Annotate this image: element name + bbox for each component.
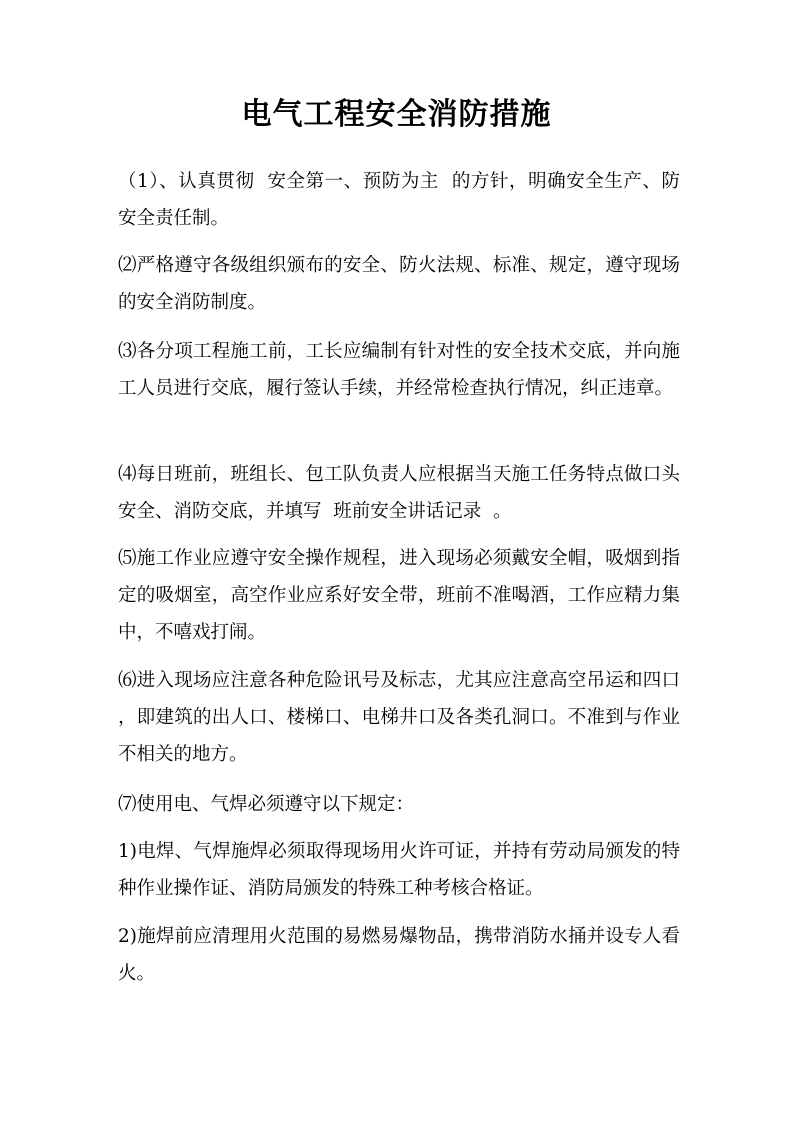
paragraph-1: （1）、认真贯彻 安全第一、预防为主 的方针，明确安全生产、防安全责任制。 bbox=[118, 171, 680, 229]
paragraph-7: ⑺使用电、气焊必须遵守以下规定： bbox=[118, 794, 415, 815]
paragraph-2: ⑵严格遵守各级组织颁布的安全、防火法规、标准、规定，遵守现场的安全消防制度。 bbox=[118, 255, 680, 313]
paragraph-3: ⑶各分项工程施工前，工长应编制有针对性的安全技术交底，并向施工人员进行交底，履行签认手续，并经常检查执行情况，纠正违章。 bbox=[118, 341, 680, 399]
paragraph-8: 1)电焊、气焊施焊必须取得现场用火许可证，并持有劳动局颁发的特种作业操作证、消防局颁发的特殊工种考核合格证。 bbox=[118, 841, 680, 899]
paragraph-6: ⑹进入现场应注意各种危险讯号及标志，尤其应注意高空吊运和四口 ，即建筑的出人口、楼梯口、电梯井口及各类孔洞口。不准到与作业不相关的地方。 bbox=[118, 670, 692, 765]
document-title: 电气工程安全消防措施 bbox=[241, 97, 552, 132]
paragraph-9: 2)施焊前应清理用火范围的易燃易爆物品，携带消防水捅并设专人看火。 bbox=[118, 926, 680, 984]
paragraph-4: ⑷每日班前，班组长、包工队负责人应根据当天施工任务特点做口头安全、消防交底，并填写 班前安全讲话记录 。 bbox=[118, 464, 680, 522]
paragraph-5: ⑸施工作业应遵守安全操作规程，进入现场必须戴安全帽，吸烟到指定的吸烟室，高空作业应系好安全带，班前不准喝酒，工作应精力集中，不嘻戏打闹。 bbox=[118, 548, 680, 643]
